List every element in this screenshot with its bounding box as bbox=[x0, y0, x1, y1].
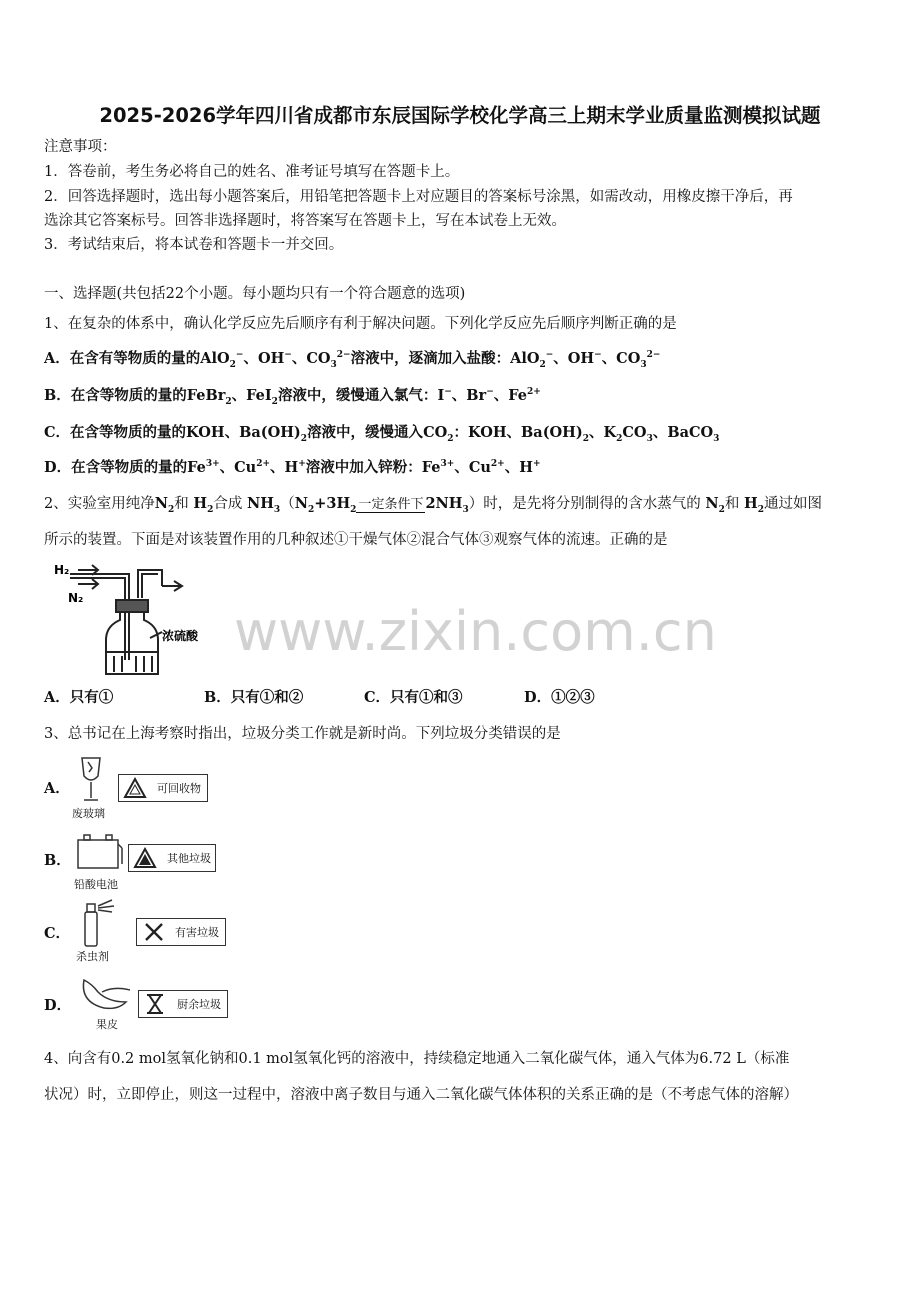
q2-option-b[interactable]: B．只有①和② bbox=[204, 689, 304, 706]
notice-item-1: 1．答卷前，考生务必将自己的姓名、准考证号填写在答题卡上。 bbox=[44, 164, 460, 180]
watermark: www.zixin.com.cn bbox=[234, 600, 717, 663]
q3-b-caption: 铅酸电池 bbox=[74, 878, 118, 891]
q1-stem: 1、在复杂的体系中，确认化学反应先后顺序有利于解决问题。下列化学反应先后顺序判断正确的是 bbox=[44, 316, 677, 332]
q2-option-c[interactable]: C．只有①和③ bbox=[364, 689, 463, 706]
q2-option-d[interactable]: D．①②③ bbox=[524, 689, 595, 706]
notice-item-2-cont: 选涂其它答案标号。回答非选择题时，将答案写在答题卡上，写在本试卷上无效。 bbox=[44, 213, 566, 229]
reaction-arrow-condition: 一定条件下 bbox=[358, 497, 424, 512]
q3-option-d-letter[interactable]: D． bbox=[44, 997, 72, 1014]
gas-washing-bottle-figure bbox=[50, 560, 220, 678]
q2-stem-line2: 所示的装置。下面是对该装置作用的几种叙述①干燥气体②混合气体③观察气体的流速。正确的是 bbox=[44, 532, 668, 548]
q3-a-caption: 废玻璃 bbox=[72, 807, 105, 820]
q4-stem-line1: 4、向含有0.2 mol氢氧化钠和0.1 mol氢氧化钙的溶液中，持续稳定地通入二氧化碳气体，通入气体为6.72 L（标准 bbox=[44, 1051, 790, 1067]
q3-d-caption: 果皮 bbox=[96, 1018, 118, 1031]
q2-stem: 2、实验室用纯净$N_2$和 $H_2$合成 $NH_3(N_2+3H_2$ 一定条件下 $2NH_3$）时，是先将分别制得的含水蒸气的 $N_2$和 $H_2$通过如图 bbox=[44, 495, 822, 515]
other-waste-icon bbox=[133, 847, 157, 869]
fruit-peel-icon bbox=[78, 972, 134, 1014]
q1-option-b[interactable]: B．在含等物质的量的FeBr$_2$、FeI$_2$溶液中，缓慢通入氯气：I−、Br−、$Fe^{2+}$ bbox=[44, 387, 541, 407]
page-title: 2025-2026学年四川省成都市东辰国际学校化学高三上期末学业质量监测模拟试题 bbox=[99, 104, 821, 127]
recycle-icon bbox=[123, 777, 147, 799]
notice-heading: 注意事项： bbox=[44, 139, 117, 155]
q3-option-b-letter[interactable]: B． bbox=[44, 852, 71, 869]
q2-option-a[interactable]: A．只有① bbox=[44, 689, 114, 706]
label-concentrated-acid: 浓硫酸 bbox=[162, 629, 199, 643]
q1-option-a[interactable]: A．在含有等物质的量的AlO$_2$−、OH−、$CO_3^{2-}$溶液中，逐滴加入盐酸：AlO$_2$−、OH−、$CO_3^{2-}$ bbox=[44, 350, 661, 370]
notice-item-2: 2．回答选择题时，选出每小题答案后，用铅笔把答题卡上对应题目的答案标号涂黑，如需改动，用橡皮擦干净后，再 bbox=[44, 189, 793, 205]
label-n2: N₂ bbox=[68, 591, 84, 605]
q3-c-caption: 杀虫剂 bbox=[76, 950, 109, 963]
lead-acid-battery-icon bbox=[74, 832, 124, 872]
food-waste-icon bbox=[145, 993, 165, 1015]
q3-a-sign: 可回收物 bbox=[118, 774, 208, 802]
hazardous-waste-icon bbox=[143, 921, 165, 943]
q3-b-sign: 其他垃圾 bbox=[128, 844, 216, 872]
q3-option-c-letter[interactable]: C． bbox=[44, 925, 71, 942]
insecticide-spray-icon bbox=[80, 898, 116, 948]
waste-glass-icon bbox=[76, 754, 106, 804]
notice-item-3: 3．考试结束后，将本试卷和答题卡一并交回。 bbox=[44, 237, 344, 253]
q3-option-a-letter[interactable]: A． bbox=[44, 780, 70, 797]
q1-option-d[interactable]: D．在含等物质的量的$Fe^{3+}$、$Cu^{2+}$、H+溶液中加入锌粉：$Fe^{3+}$、$Cu^{2+}$、H+ bbox=[44, 459, 541, 476]
q3-d-sign: 厨余垃圾 bbox=[138, 990, 228, 1018]
q3-c-sign: 有害垃圾 bbox=[136, 918, 226, 946]
section-heading: 一、选择题(共包括22个小题。每小题均只有一个符合题意的选项) bbox=[44, 286, 466, 302]
label-h2: H₂ bbox=[54, 563, 70, 577]
q1-option-c[interactable]: C．在含等物质的量的KOH、$Ba(OH)_2$溶液中，缓慢通入$CO_2$：KOH、$Ba(OH)_2$、$K_2CO_3$、BaCO$_3$ bbox=[44, 424, 720, 444]
q4-stem-line2: 状况）时，立即停止，则这一过程中，溶液中离子数目与通入二氧化碳气体体积的关系正确的是（不考虑气体的溶解） bbox=[44, 1087, 798, 1103]
q3-stem: 3、总书记在上海考察时指出，垃圾分类工作就是新时尚。下列垃圾分类错误的是 bbox=[44, 726, 561, 742]
